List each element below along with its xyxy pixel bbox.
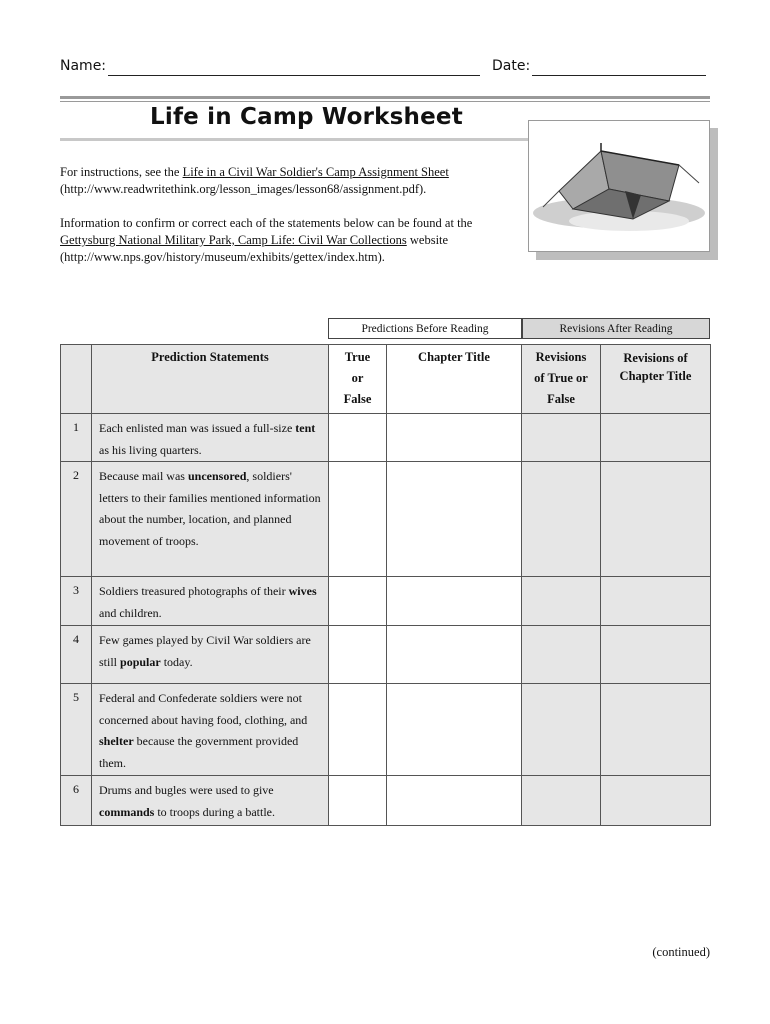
revision-chapter-cell[interactable]	[601, 414, 711, 462]
intro-p2-url: (http://www.nps.gov/history/museum/exhibits/gettex/index.htm).	[60, 250, 385, 264]
revision-true-false-cell[interactable]	[522, 577, 601, 626]
true-false-cell[interactable]	[329, 414, 387, 462]
tf-line-3: False	[343, 392, 372, 406]
statement-pre: Few games played by Civil War soldiers are still	[99, 633, 311, 669]
chapter-title-cell[interactable]	[387, 462, 522, 577]
statement-post: , soldiers' letters to their families mentioned information about the number, location, and planned movement of troops.	[99, 469, 321, 548]
statement-post: and children.	[99, 605, 162, 620]
statement-pre: Federal and Confederate soldiers were not concerned about having food, clothing, and	[99, 691, 308, 727]
chapter-title-header: Chapter Title	[387, 345, 522, 414]
revision-true-false-cell[interactable]	[522, 684, 601, 776]
statement-keyword: shelter	[99, 734, 134, 748]
number-header	[61, 345, 92, 414]
revision-chapter-cell[interactable]	[601, 684, 711, 776]
statement-keyword: uncensored	[187, 469, 247, 483]
name-field[interactable]	[108, 75, 480, 76]
revision-true-false-cell[interactable]	[522, 462, 601, 577]
revision-chapter-cell[interactable]	[601, 776, 711, 826]
true-false-cell[interactable]	[329, 684, 387, 776]
table-row	[61, 776, 711, 826]
statement-post: today.	[160, 654, 193, 669]
date-label: Date:	[492, 58, 531, 74]
tent-icon	[529, 121, 709, 251]
table-row	[61, 626, 711, 684]
true-false-cell[interactable]	[329, 626, 387, 684]
title-rule	[60, 138, 530, 141]
statement-pre: Drums and bugles were used to give	[99, 783, 274, 797]
table-row	[61, 577, 711, 626]
statement-keyword: popular	[120, 654, 161, 669]
true-false-cell[interactable]	[329, 776, 387, 826]
intro-p1-url: (http://www.readwritethink.org/lesson_images/lesson68/assignment.pdf).	[60, 182, 427, 196]
statement-text	[92, 626, 329, 684]
intro-p2-suffix: website	[406, 233, 449, 247]
chapter-title-cell[interactable]	[387, 776, 522, 826]
rtf-line-2: of True or	[534, 371, 588, 385]
intro-paragraph-1	[60, 164, 530, 198]
revision-true-false-cell[interactable]	[522, 626, 601, 684]
statement-keyword: wives	[288, 584, 317, 598]
row-number: 5	[61, 684, 92, 776]
table-row	[61, 462, 711, 577]
tf-line-2: or	[351, 371, 364, 385]
rct-line-2: Chapter Title	[619, 369, 692, 383]
chapter-title-cell[interactable]	[387, 577, 522, 626]
statement-text	[92, 577, 329, 626]
statement-text	[92, 776, 329, 826]
statement-post: as his living quarters.	[99, 442, 202, 457]
date-field[interactable]	[532, 75, 706, 76]
header-rule-thin	[60, 101, 710, 102]
revision-chapter-cell[interactable]	[601, 462, 711, 577]
statement-post: to troops during a battle.	[154, 804, 275, 819]
tf-line-1: True	[344, 350, 371, 364]
revision-true-false-cell[interactable]	[522, 776, 601, 826]
revision-chapter-cell[interactable]	[601, 626, 711, 684]
predictions-group-header: Predictions Before Reading	[328, 318, 522, 339]
intro-paragraph-2	[60, 215, 530, 266]
statement-text	[92, 462, 329, 577]
rct-line-1: Revisions of	[623, 351, 688, 365]
statement-pre: Because mail was	[99, 469, 188, 483]
chapter-title-cell[interactable]	[387, 684, 522, 776]
name-label: Name:	[60, 58, 107, 74]
true-false-cell[interactable]	[329, 462, 387, 577]
statement-text	[92, 684, 329, 776]
revisions-chapter-title-header	[601, 345, 711, 414]
assignment-sheet-link[interactable]: Life in a Civil War Soldier's Camp Assignment Sheet	[182, 165, 449, 179]
revisions-group-header: Revisions After Reading	[522, 318, 710, 339]
rtf-line-1: Revisions	[535, 350, 587, 364]
row-number: 2	[61, 462, 92, 577]
page-title: Life in Camp Worksheet	[150, 104, 463, 130]
statement-text	[92, 414, 329, 462]
statement-keyword: commands	[99, 804, 155, 819]
row-number: 4	[61, 626, 92, 684]
true-false-cell[interactable]	[329, 577, 387, 626]
statement-keyword: tent	[295, 421, 316, 435]
tent-illustration	[528, 120, 710, 252]
row-number: 3	[61, 577, 92, 626]
statement-post: because the government provided them.	[99, 734, 299, 770]
statements-header: Prediction Statements	[92, 345, 329, 414]
revision-chapter-cell[interactable]	[601, 577, 711, 626]
table-row	[61, 414, 711, 462]
chapter-title-cell[interactable]	[387, 414, 522, 462]
gettysburg-link[interactable]: Gettysburg National Military Park, Camp Life: Civil War Collections	[60, 233, 407, 247]
statement-pre: Each enlisted man was issued a full-size	[99, 421, 296, 435]
intro-p1-prefix: For instructions, see the	[60, 165, 183, 179]
prediction-table	[60, 344, 711, 826]
table-row	[61, 684, 711, 776]
statement-pre: Soldiers treasured photographs of their	[99, 584, 289, 598]
true-false-header	[329, 345, 387, 414]
intro-p2-prefix: Information to confirm or correct each of the statements below can be found at the	[60, 216, 473, 230]
row-number: 1	[61, 414, 92, 462]
rtf-line-3: False	[547, 392, 575, 406]
row-number: 6	[61, 776, 92, 826]
header-rule	[60, 96, 710, 99]
revision-true-false-cell[interactable]	[522, 414, 601, 462]
chapter-title-cell[interactable]	[387, 626, 522, 684]
revisions-true-false-header	[522, 345, 601, 414]
continued-label: (continued)	[652, 945, 710, 959]
